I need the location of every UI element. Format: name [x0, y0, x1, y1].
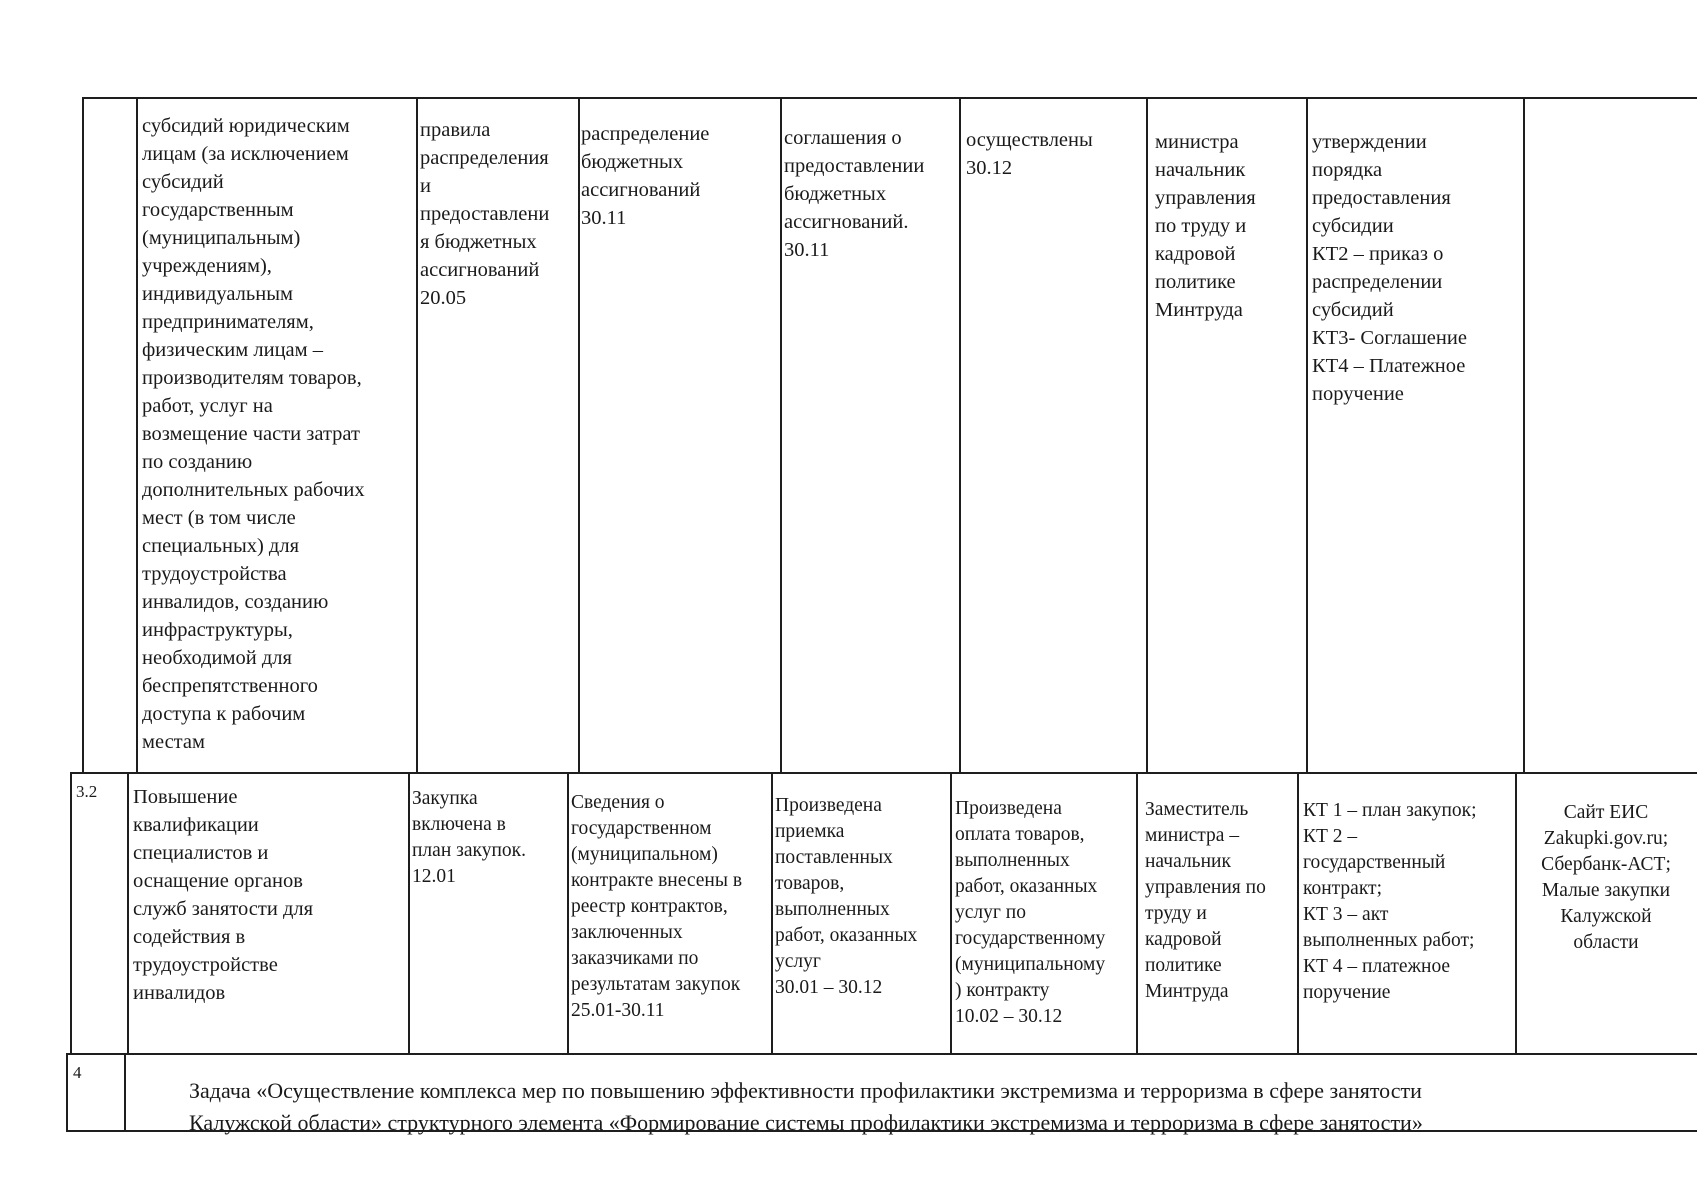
col-border-0c — [66, 1053, 68, 1131]
col-border-4b — [771, 772, 773, 1054]
cell-responsible-3-2: Заместитель министра – начальник управления по труду и кадровой политике Минтруда — [1145, 799, 1266, 1002]
col-border-1c — [124, 1053, 126, 1131]
cell-checkpoint-3-3-2: Произведена приемка поставленных товаров, выполненных работ, оказанных услуг 30.01 – 30.12 — [775, 795, 918, 998]
col-border-3b — [567, 772, 569, 1054]
cell-responsible-continued: министра начальник управления по труду и кадровой политике Минтруда — [1155, 131, 1256, 321]
cell-checkpoint-4-3-2: Произведена оплата товаров, выполненных работ, оказанных услуг по государственному (муниципальному ) контракту 10.02 – 30.12 — [955, 798, 1106, 1027]
cell-info-system-3-2: Сайт ЕИС Zakupki.gov.ru; Сбербанк-АСТ; Малые закупки Калужской области — [1541, 802, 1671, 953]
col-border-4 — [780, 97, 782, 773]
col-border-5 — [959, 97, 961, 773]
cell-checkpoint-1-continued: правила распределения и предоставлени я бюджетных ассигнований 20.05 — [420, 119, 550, 309]
cell-checkpoint-2-continued: распределение бюджетных ассигнований 30.11 — [581, 123, 710, 229]
row-number-4: 4 — [73, 1063, 82, 1082]
col-border-7b — [1297, 772, 1299, 1054]
col-border-0b — [70, 772, 72, 1054]
col-border-1b — [127, 772, 129, 1054]
cell-event-name-continued: субсидий юридическим лицам (за исключением субсидий государственным (муниципальным) учреждениям), индивидуальным предпринимателям, физическим лицам – производителям товаров, работ, услуг на возмещение части затрат по созданию дополнительных рабочих мест (в том числе специальных) для трудоустройства инвалидов, созданию инфраструктуры, необходимой для беспрепятственного доступа к рабочим местам — [142, 115, 365, 753]
col-border-6b — [1136, 772, 1138, 1054]
row-divider-1 — [70, 772, 1697, 774]
col-border-0 — [82, 97, 84, 773]
col-border-5b — [950, 772, 952, 1054]
col-border-3 — [578, 97, 580, 773]
col-border-7 — [1306, 97, 1308, 773]
col-border-2b — [408, 772, 410, 1054]
table-top-border — [82, 97, 1697, 99]
col-border-2 — [416, 97, 418, 773]
row-divider-2 — [66, 1053, 1697, 1055]
cell-checkpoint-4-continued: осуществлены 30.12 — [966, 129, 1093, 179]
col-border-1 — [136, 97, 138, 773]
col-border-8 — [1523, 97, 1525, 773]
cell-checkpoint-3-continued: соглашения о предоставлении бюджетных ассигнований. 30.11 — [784, 127, 925, 261]
cell-checkpoint-1-3-2: Закупка включена в план закупок. 12.01 — [412, 788, 526, 887]
cell-control-points-continued: утверждении порядка предоставления субсидии КТ2 – приказ о распределении субсидий КТ3- Соглашение КТ4 – Платежное поручение — [1312, 131, 1467, 405]
task-title-4: Задача «Осуществление комплекса мер по повышению эффективности профилактики экстремизма и терроризма в сфере занятости Калужской области» структурного элемента «Формирование системы профилактики экстремизма и терроризма в сфере занятости» — [189, 1078, 1423, 1135]
row-number-3-2: 3.2 — [76, 782, 98, 801]
cell-event-name-3-2: Повышение квалификации специалистов и оснащение органов служб занятости для содействия в трудоустройстве инвалидов — [133, 786, 314, 1004]
col-border-6 — [1146, 97, 1148, 773]
cell-control-points-3-2: КТ 1 – план закупок; КТ 2 – государственный контракт; КТ 3 – акт выполненных работ; КТ 4 – платежное поручение — [1303, 800, 1477, 1003]
cell-checkpoint-2-3-2: Сведения о государственном (муниципальном) контракте внесены в реестр контрактов, заключенных заказчиками по результатам закупок 25.01-30.11 — [571, 792, 743, 1021]
